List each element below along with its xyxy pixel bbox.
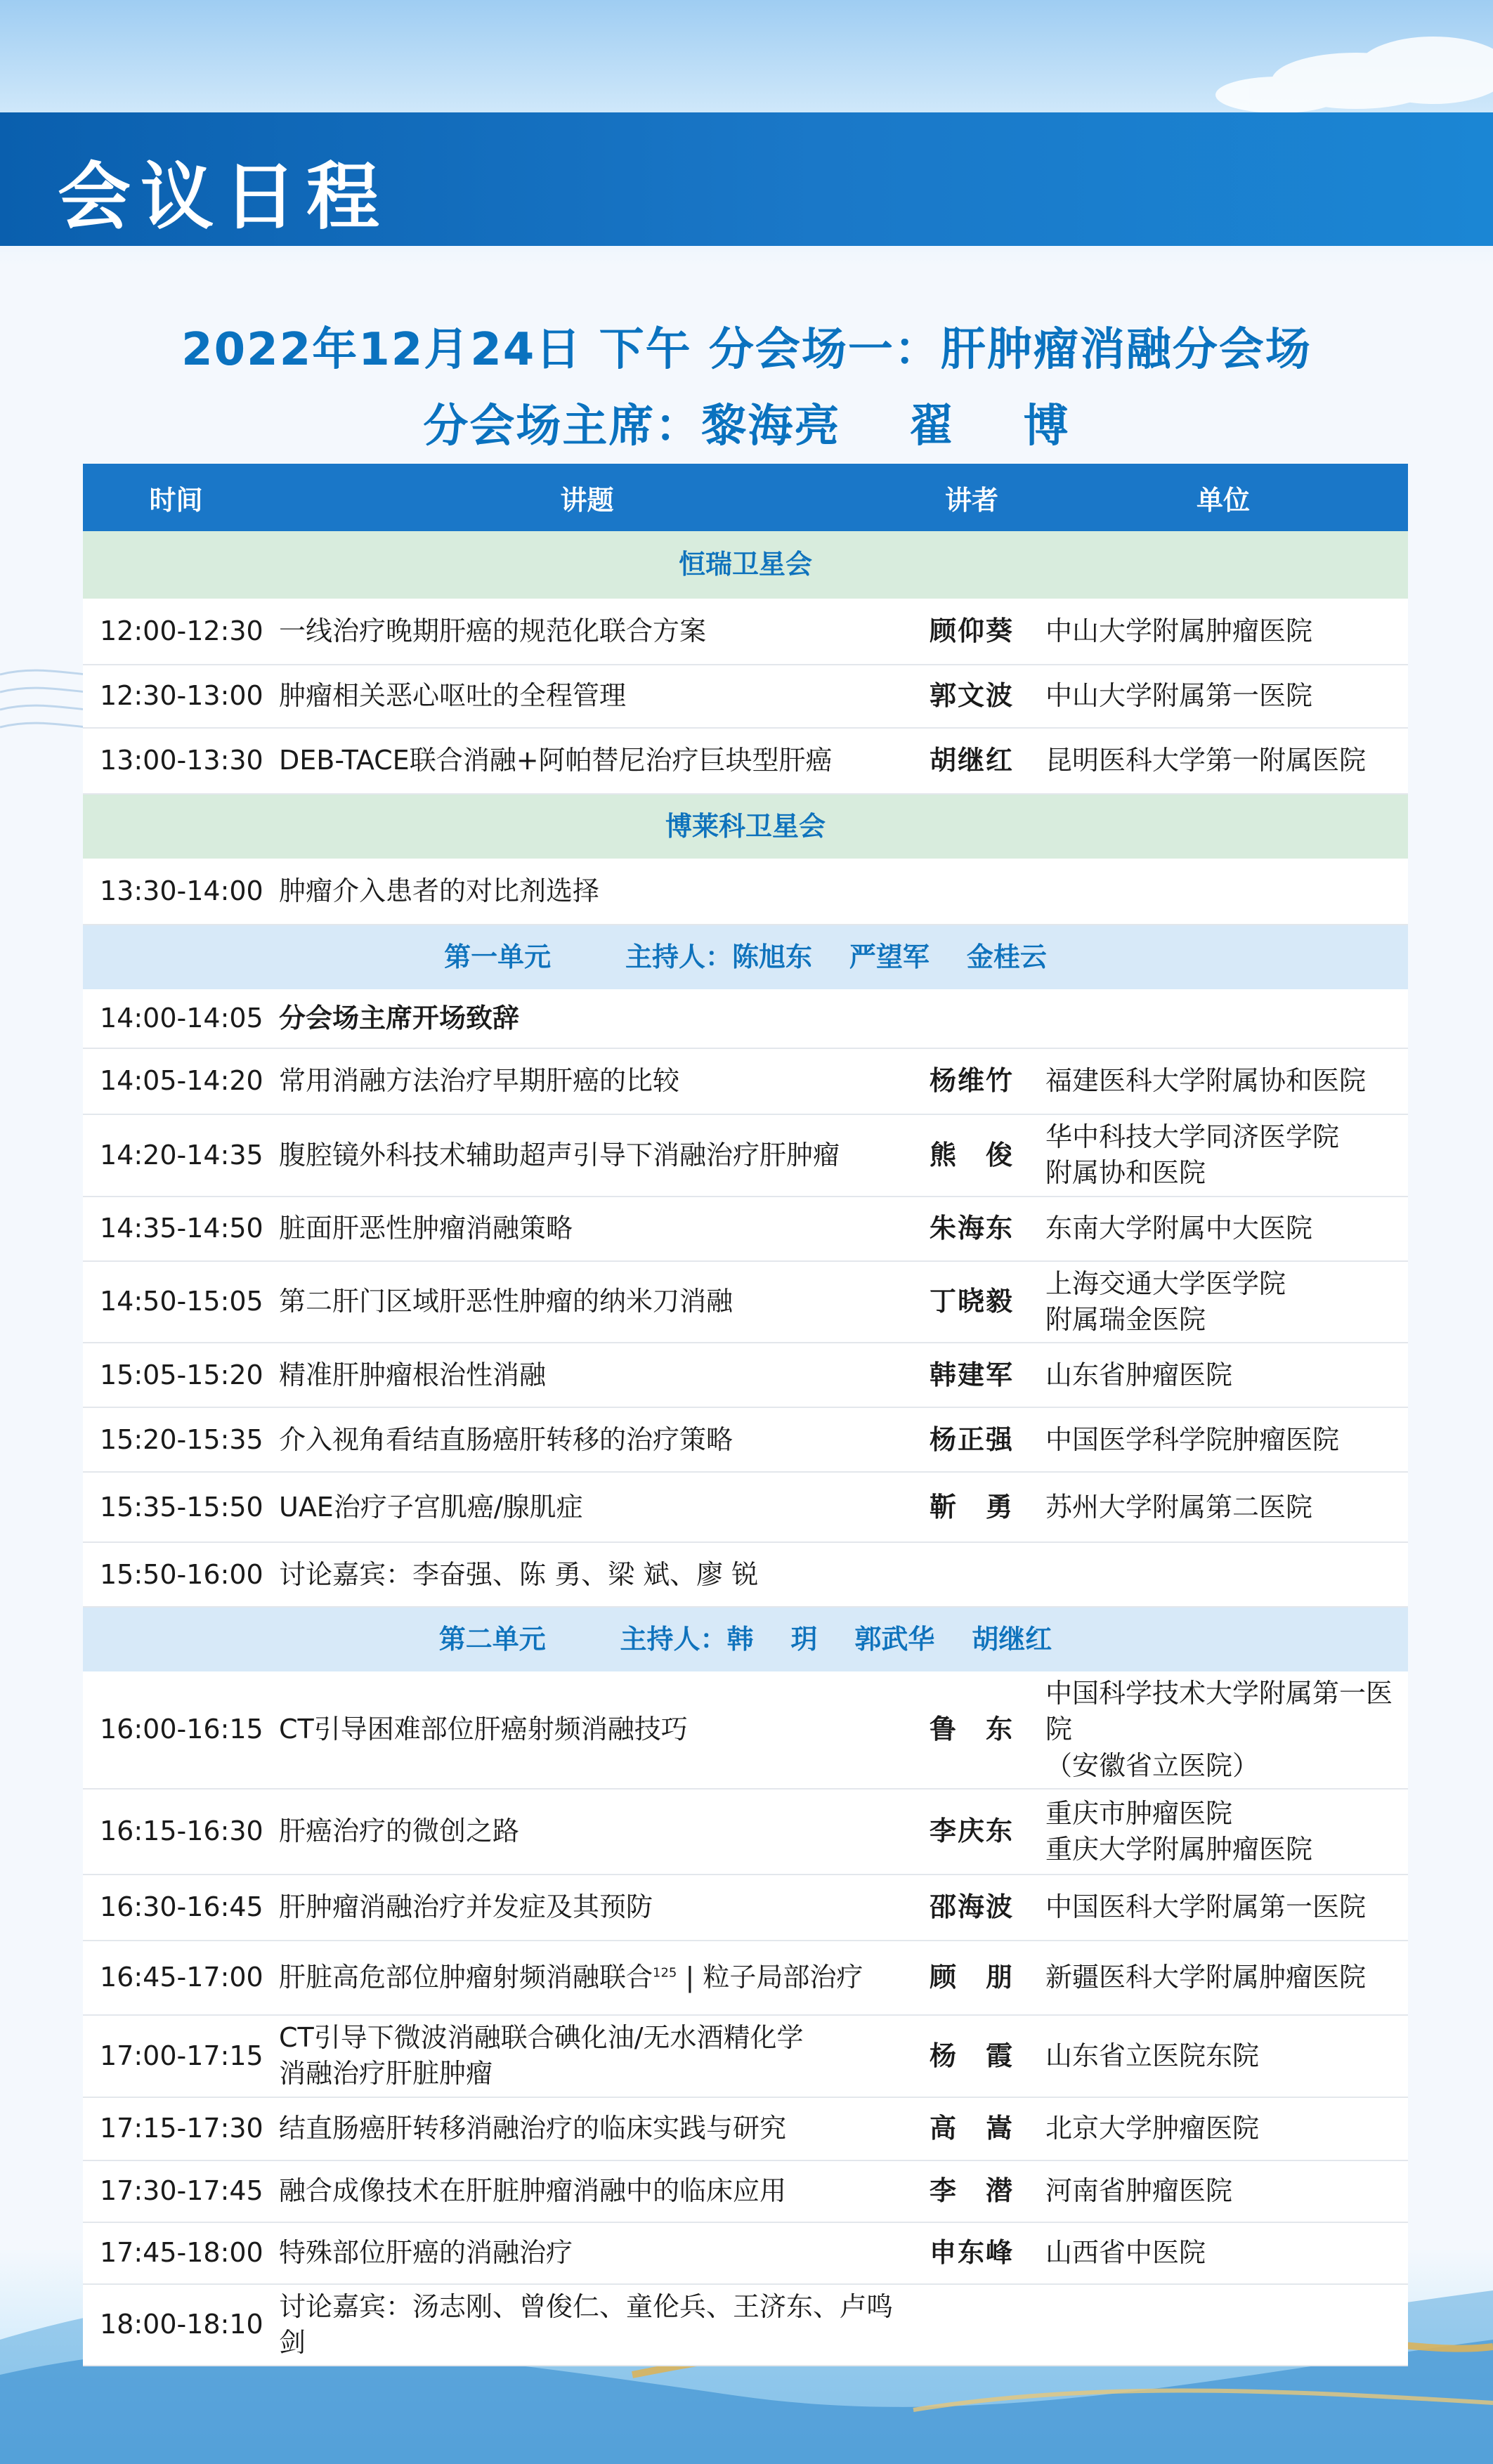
table-row [83, 989, 1408, 1048]
cell-time: 17:30-17:45 [83, 2160, 269, 2222]
cell-time: 16:30-16:45 [83, 1875, 269, 1941]
cell-topic: 分会场主席开场致辞 [269, 989, 905, 1048]
cell-topic: 特殊部位肝癌的消融治疗 [269, 2222, 905, 2284]
cell-time: 15:20-15:35 [83, 1407, 269, 1472]
section-title: 恒瑞卫星会 [83, 531, 1408, 599]
table-row [83, 599, 1408, 665]
cell-time: 16:15-16:30 [83, 1789, 269, 1875]
table-row [83, 2097, 1408, 2160]
cell-time: 15:50-16:00 [83, 1542, 269, 1607]
cell-unit: 福建医科大学附属协和医院 [1038, 1048, 1408, 1114]
unit-title: 第二单元 主持人：韩 玥 郭武华 胡继红 [83, 1607, 1408, 1671]
cell-speaker: 丁晓毅 [905, 1261, 1038, 1343]
table-row [83, 1197, 1408, 1261]
cell-speaker: 鲁 东 [905, 1671, 1038, 1789]
cell-unit: 昆明医科大学第一附属医院 [1038, 728, 1408, 794]
session-headline: 2022年12月24日 下午 分会场一：肝肿瘤消融分会场 [181, 324, 1312, 376]
unit-line: （安徽省立医院） [1045, 1749, 1260, 1781]
cell-time: 13:30-14:00 [83, 859, 269, 925]
cell-topic: UAE治疗子宫肌癌/腺肌症 [269, 1472, 905, 1542]
cell-time: 15:05-15:20 [83, 1343, 269, 1407]
cell-time: 14:00-14:05 [83, 989, 269, 1048]
unit-line: 重庆市肿瘤医院 [1045, 1797, 1233, 1829]
cell-speaker: 靳 勇 [905, 1472, 1038, 1542]
table-row [83, 1542, 1408, 1607]
cell-speaker: 胡继红 [905, 728, 1038, 794]
cell-topic: 讨论嘉宾：李奋强、陈 勇、梁 斌、廖 锐 [269, 1542, 905, 1607]
cell-topic: 肝癌治疗的微创之路 [269, 1789, 905, 1875]
table-row [83, 859, 1408, 925]
cell-time: 14:05-14:20 [83, 1048, 269, 1114]
table-row [83, 2160, 1408, 2222]
unit-line: 重庆大学附属肿瘤医院 [1045, 1834, 1313, 1865]
cell-unit: 苏州大学附属第二医院 [1038, 1472, 1408, 1542]
table-row [83, 1671, 1408, 1789]
cell-unit [1038, 1114, 1408, 1197]
header-topic: 讲题 [269, 464, 905, 531]
cell-time: 16:45-17:00 [83, 1941, 269, 2015]
unit-line: 华中科技大学同济医学院 [1045, 1121, 1340, 1152]
unit-line: 中国科学技术大学附属第一医院 [1045, 1678, 1393, 1745]
cell-unit: 新疆医科大学附属肿瘤医院 [1038, 1941, 1408, 2015]
cell-speaker: 邵海波 [905, 1875, 1038, 1941]
cell-unit: 中国医学科学院肿瘤医院 [1038, 1407, 1408, 1472]
section-header-row [83, 794, 1408, 859]
topic-part: | 粒子局部治疗 [677, 1962, 863, 1993]
cell-speaker [905, 859, 1038, 925]
cell-time: 12:00-12:30 [83, 599, 269, 665]
cell-unit: 山东省肿瘤医院 [1038, 1343, 1408, 1407]
cell-speaker [905, 1542, 1038, 1607]
cell-speaker [905, 2284, 1038, 2366]
cell-speaker: 郭文波 [905, 665, 1038, 728]
unit-line: 上海交通大学医学院 [1045, 1267, 1286, 1299]
cell-unit: 中国医科大学附属第一医院 [1038, 1875, 1408, 1941]
unit-header-row [83, 925, 1408, 989]
table-row [83, 1343, 1408, 1407]
cell-speaker: 朱海东 [905, 1197, 1038, 1261]
table-row [83, 2222, 1408, 2284]
table-row [83, 1875, 1408, 1941]
cell-topic: 讨论嘉宾：汤志刚、曾俊仁、童伦兵、王济东、卢鸣剑 [269, 2284, 905, 2366]
cell-speaker: 杨 霞 [905, 2015, 1038, 2097]
topic-line: 消融治疗肝脏肿瘤 [279, 2058, 493, 2090]
table-row [83, 2284, 1408, 2366]
unit-header-row [83, 1607, 1408, 1671]
cell-topic [269, 1941, 905, 2015]
cell-unit: 山西省中医院 [1038, 2222, 1408, 2284]
cell-unit: 北京大学肿瘤医院 [1038, 2097, 1408, 2160]
header-speaker: 讲者 [905, 464, 1038, 531]
cell-speaker: 韩建军 [905, 1343, 1038, 1407]
cell-speaker: 李庆东 [905, 1789, 1038, 1875]
cell-speaker: 高 嵩 [905, 2097, 1038, 2160]
page-title: 会议日程 [58, 154, 390, 240]
cell-unit [1038, 1671, 1408, 1789]
cell-unit: 山东省立医院东院 [1038, 2015, 1408, 2097]
cell-topic: 脏面肝恶性肿瘤消融策略 [269, 1197, 905, 1261]
cell-topic: 肿瘤介入患者的对比剂选择 [269, 859, 905, 925]
cell-topic: 第二肝门区域肝恶性肿瘤的纳米刀消融 [269, 1261, 905, 1343]
cell-time: 14:35-14:50 [83, 1197, 269, 1261]
cell-speaker: 李 潜 [905, 2160, 1038, 2222]
cell-unit [1038, 1261, 1408, 1343]
cell-topic: 结直肠癌肝转移消融治疗的临床实践与研究 [269, 2097, 905, 2160]
table-header-row [83, 464, 1408, 531]
cell-speaker: 熊 俊 [905, 1114, 1038, 1197]
cell-speaker: 杨维竹 [905, 1048, 1038, 1114]
cell-topic: 肿瘤相关恶心呕吐的全程管理 [269, 665, 905, 728]
cell-speaker: 顾 朋 [905, 1941, 1038, 2015]
cell-unit: 东南大学附属中大医院 [1038, 1197, 1408, 1261]
schedule-table [83, 464, 1408, 2366]
cell-unit [1038, 859, 1408, 925]
table-row [83, 2015, 1408, 2097]
table-row [83, 1941, 1408, 2015]
cell-time: 12:30-13:00 [83, 665, 269, 728]
cell-time: 15:35-15:50 [83, 1472, 269, 1542]
table-row [83, 665, 1408, 728]
unit-line: 附属瑞金医院 [1045, 1303, 1206, 1335]
cell-topic: 一线治疗晚期肝癌的规范化联合方案 [269, 599, 905, 665]
section-title: 博莱科卫星会 [83, 794, 1408, 859]
cell-unit [1038, 1789, 1408, 1875]
cell-unit [1038, 2284, 1408, 2366]
cell-time: 17:00-17:15 [83, 2015, 269, 2097]
title-band [0, 112, 1493, 246]
table-row [83, 1472, 1408, 1542]
cell-time: 13:00-13:30 [83, 728, 269, 794]
table-row [83, 1114, 1408, 1197]
cell-unit: 中山大学附属第一医院 [1038, 665, 1408, 728]
cell-topic: 精准肝肿瘤根治性消融 [269, 1343, 905, 1407]
cell-time: 14:50-15:05 [83, 1261, 269, 1343]
unit-title: 第一单元 主持人：陈旭东 严望军 金桂云 [83, 925, 1408, 989]
cell-topic: 融合成像技术在肝脏肿瘤消融中的临床应用 [269, 2160, 905, 2222]
header-time: 时间 [83, 464, 269, 531]
cell-unit [1038, 1542, 1408, 1607]
cell-time: 17:15-17:30 [83, 2097, 269, 2160]
cell-topic: 介入视角看结直肠癌肝转移的治疗策略 [269, 1407, 905, 1472]
cell-speaker: 杨正强 [905, 1407, 1038, 1472]
cell-time: 16:00-16:15 [83, 1671, 269, 1789]
cell-unit: 河南省肿瘤医院 [1038, 2160, 1408, 2222]
cell-speaker: 申东峰 [905, 2222, 1038, 2284]
cell-time: 18:00-18:10 [83, 2284, 269, 2366]
topic-line: CT引导下微波消融联合碘化油/无水酒精化学 [279, 2022, 804, 2054]
cell-unit: 中山大学附属肿瘤医院 [1038, 599, 1408, 665]
session-chairs: 分会场主席：黎海亮 翟 博 [423, 400, 1070, 452]
cell-topic: CT引导困难部位肝癌射频消融技巧 [269, 1671, 905, 1789]
cell-topic [269, 2015, 905, 2097]
cell-topic: 常用消融方法治疗早期肝癌的比较 [269, 1048, 905, 1114]
cell-speaker [905, 989, 1038, 1048]
cell-topic: 肝肿瘤消融治疗并发症及其预防 [269, 1875, 905, 1941]
topic-part: 肝脏高危部位肿瘤射频消融联合 [279, 1962, 653, 1993]
table-row [83, 728, 1408, 794]
section-header-row [83, 531, 1408, 599]
cell-time: 17:45-18:00 [83, 2222, 269, 2284]
cell-unit [1038, 989, 1408, 1048]
cell-topic: 腹腔镜外科技术辅助超声引导下消融治疗肝肿瘤 [269, 1114, 905, 1197]
cell-time: 14:20-14:35 [83, 1114, 269, 1197]
cell-speaker: 顾仰葵 [905, 599, 1038, 665]
header-unit: 单位 [1038, 464, 1408, 531]
table-row [83, 1261, 1408, 1343]
isotope-superscript: 125 [653, 1965, 677, 1981]
table-row [83, 1048, 1408, 1114]
unit-line: 附属协和医院 [1045, 1157, 1206, 1189]
table-row [83, 1789, 1408, 1875]
cell-topic: DEB-TACE联合消融+阿帕替尼治疗巨块型肝癌 [269, 728, 905, 794]
table-row [83, 1407, 1408, 1472]
cloud-decoration [1215, 37, 1493, 113]
